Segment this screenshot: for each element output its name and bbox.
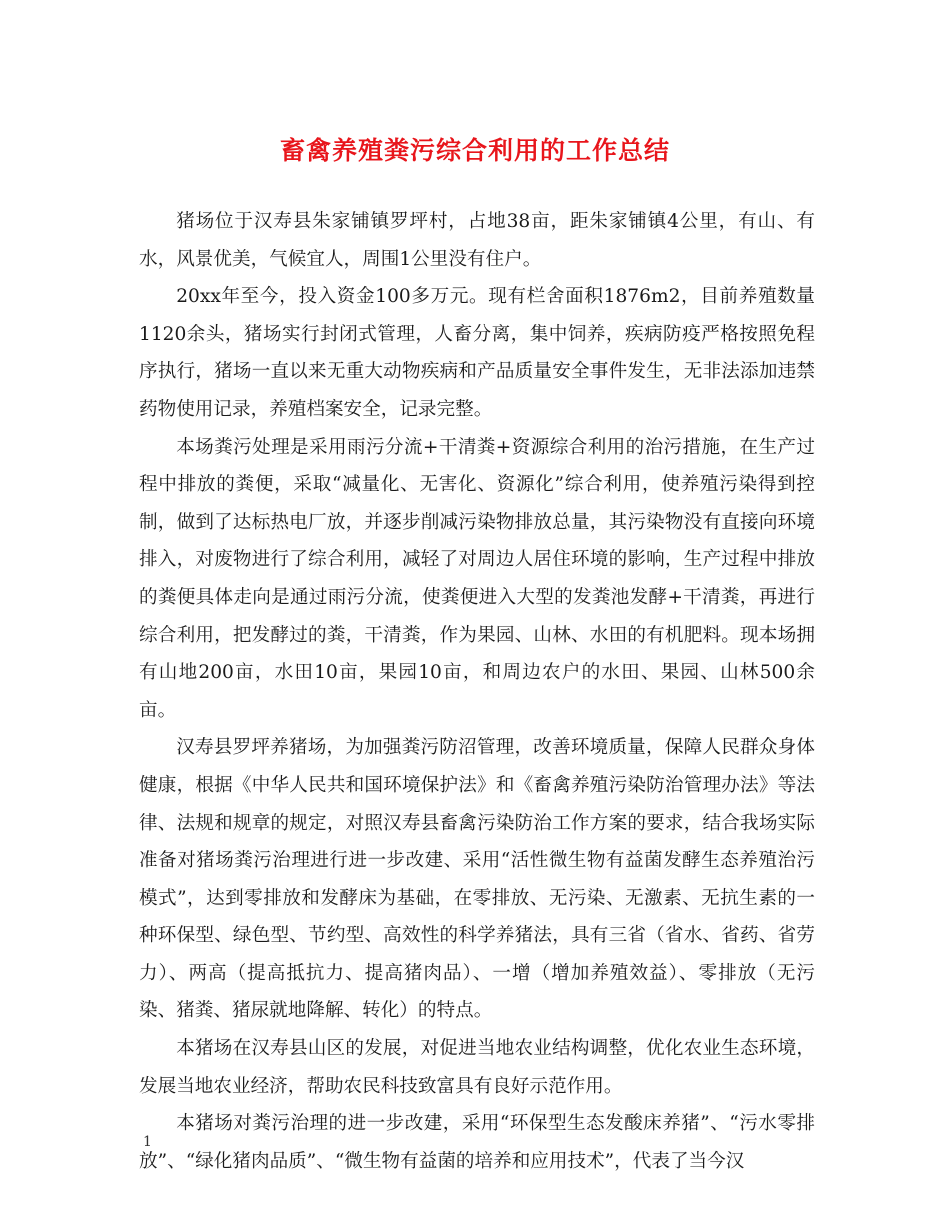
page-number: 1	[143, 1134, 152, 1150]
paragraph-4: 汉寿县罗坪养猪场，为加强粪污防沼管理，改善环境质量，保障人民群众身体健康，根据《中华人民共和国环境保护法》和《畜禽养殖污染防治管理办法》等法律、法规和规章的规定，对照汉寿县畜禽污染防治工作方案的要求，结合我场实际准备对猪场粪污治理进行进一步改建、采用“活性微生物有益菌发酵生态养殖治污模式”，达到零排放和发酵床为基础，在零排放、无污染、无激素、无抗生素的一种环保型、绿色型、节约型、高效性的科学养猪法，具有三省（省水、省药、省劳力）、两高（提高抵抗力、提高猪肉品）、一增（增加养殖效益）、零排放（无污染、猪粪、猪尿就地降解、转化）的特点。	[139, 737, 815, 1022]
paragraph-2: 20xx年至今，投入资金100多万元。现有栏舍面积1876m2，目前养殖数量1120余头，猪场实行封闭式管理，人畜分离，集中饲养，疾病防疫严格按照免程序执行，猪场一直以来无重大动物疾病和产品质量安全事件发生，无非法添加违禁药物使用记录，养殖档案安全，记录完整。	[139, 286, 815, 420]
paragraph-5: 本猪场在汉寿县山区的发展，对促进当地农业结构调整，优化农业生态环境，发展当地农业经济，帮助农民科技致富具有良好示范作用。	[139, 1038, 815, 1097]
document-body	[139, 203, 815, 1180]
paragraph-1: 猪场位于汉寿县朱家铺镇罗坪村，占地38亩，距朱家铺镇4公里，有山、有水，风景优美，气候宜人，周围1公里没有住户。	[139, 211, 815, 270]
paragraph-3: 本场粪污处理是采用雨污分流+干清粪+资源综合利用的治污措施，在生产过程中排放的粪便，采取“减量化、无害化、资源化”综合利用，使养殖污染得到控制，做到了达标热电厂放，并逐步削减污染物排放总量，其污染物没有直接向环境排入，对废物进行了综合利用，减轻了对周边人居住环境的影响，生产过程中排放的粪便具体走向是通过雨污分流，使粪便进入大型的发粪池发酵+干清粪，再进行综合利用，把发酵过的粪，干清粪，作为果园、山林、水田的有机肥料。现本场拥有山地200亩，水田10亩，果园10亩，和周边农户的水田、果园、山林500余亩。	[139, 436, 815, 721]
document-title: 畜禽养殖粪污综合利用的工作总结	[279, 136, 670, 165]
paragraph-6: 本猪场对粪污治理的进一步改建，采用“环保型生态发酸床养猪”、“污水零排放”、“绿化猪肉品质”、“微生物有益菌的培养和应用技术”，代表了当今汉	[139, 1113, 815, 1172]
